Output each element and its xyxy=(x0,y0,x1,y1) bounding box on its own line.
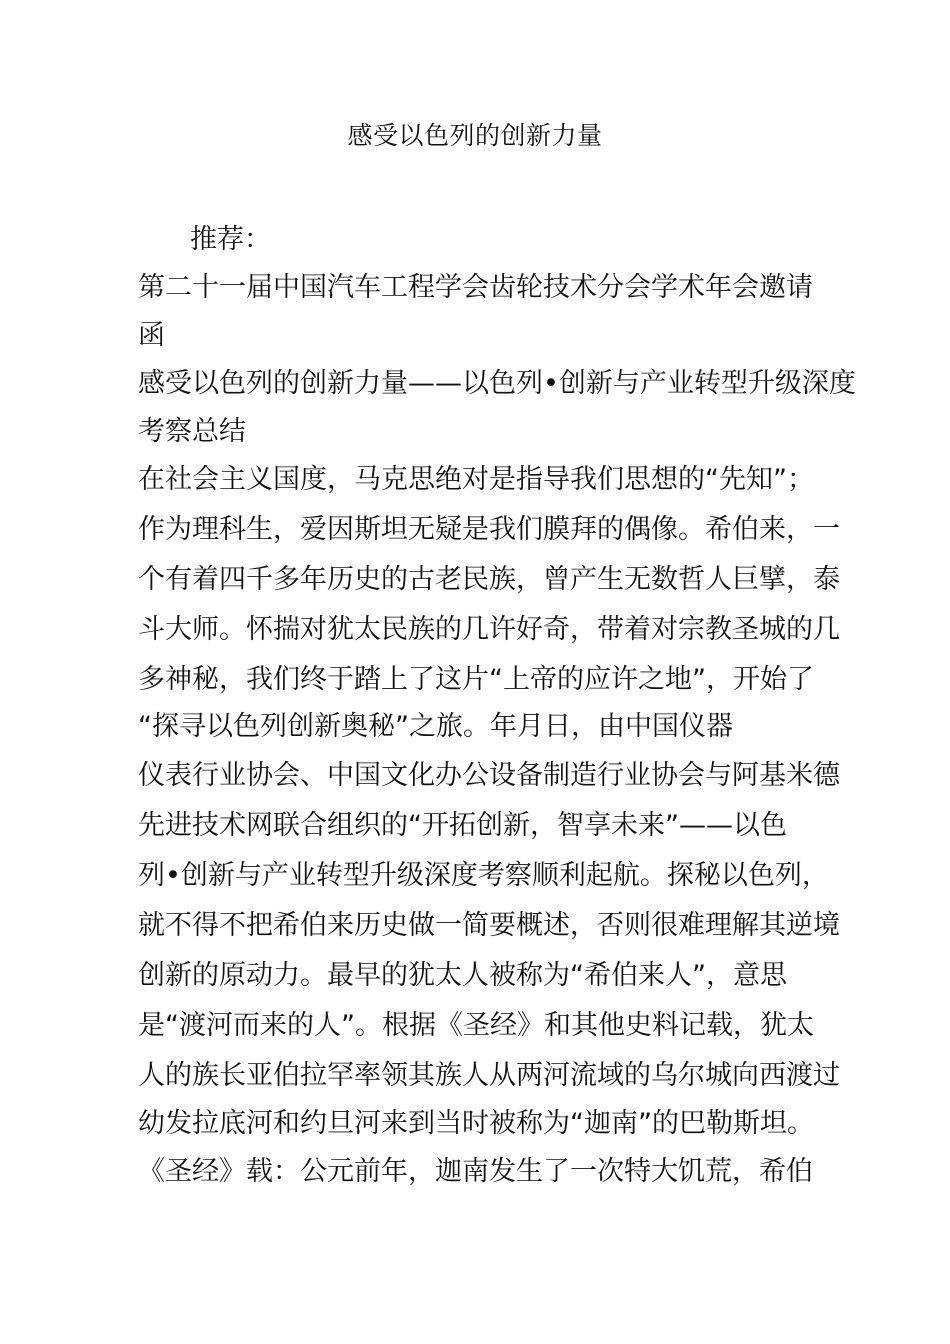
recommend-link-2-line-2[interactable]: 考察总结 xyxy=(138,416,246,447)
body-text-line: 就不得不把希伯来历史做一简要概述，否则很难理解其逆境 xyxy=(138,910,840,941)
body-text-line: 创新的原动力。最早的犹太人被称为“希伯来人”，意思 xyxy=(138,960,787,991)
body-text-line: 斗大师。怀揣对犹太民族的几许好奇，带着对宗教圣城的几 xyxy=(138,614,840,645)
body-text-line: 《圣经》载：公元前年，迦南发生了一次特大饥荒，希伯 xyxy=(138,1156,813,1187)
body-text-line: 个有着四千多年历史的古老民族，曾产生无数哲人巨擘，泰 xyxy=(138,564,840,595)
body-text-line: 多神秘，我们终于踏上了这片“上帝的应许之地”，开始了 xyxy=(138,664,814,695)
body-text-line: 作为理科生，爱因斯坦无疑是我们膜拜的偶像。希伯来，一 xyxy=(138,514,840,545)
body-text-line: “探寻以色列创新奥秘”之旅。年月日，由中国仪器 xyxy=(138,711,733,742)
body-text-line: 先进技术网联合组织的“开拓创新，智享未来”——以色 xyxy=(138,810,787,841)
body-text-line: 在社会主义国度，马克思绝对是指导我们思想的“先知”； xyxy=(138,464,814,495)
recommend-link-1-line-1[interactable]: 第二十一届中国汽车工程学会齿轮技术分会学术年会邀请 xyxy=(138,272,813,303)
body-text-line: 列•创新与产业转型升级深度考察顺利起航。探秘以色列， xyxy=(138,860,829,891)
recommend-link-1-line-2[interactable]: 函 xyxy=(138,320,165,351)
recommend-label: 推荐： xyxy=(190,224,271,255)
body-text-line: 是“渡河而来的人”。根据《圣经》和其他史料记载，犹太 xyxy=(138,1010,814,1041)
document-title: 感受以色列的创新力量 xyxy=(347,121,603,150)
body-text-line: 幼发拉底河和约旦河来到当时被称为“迦南”的巴勒斯坦。 xyxy=(138,1108,814,1139)
body-text-line: 人的族长亚伯拉罕率领其族人从两河流域的乌尔城向西渡过 xyxy=(138,1060,840,1091)
body-text-line: 仪表行业协会、中国文化办公设备制造行业协会与阿基米德 xyxy=(138,760,840,791)
recommend-link-2-line-1[interactable]: 感受以色列的创新力量——以色列•创新与产业转型升级深度 xyxy=(138,368,856,399)
